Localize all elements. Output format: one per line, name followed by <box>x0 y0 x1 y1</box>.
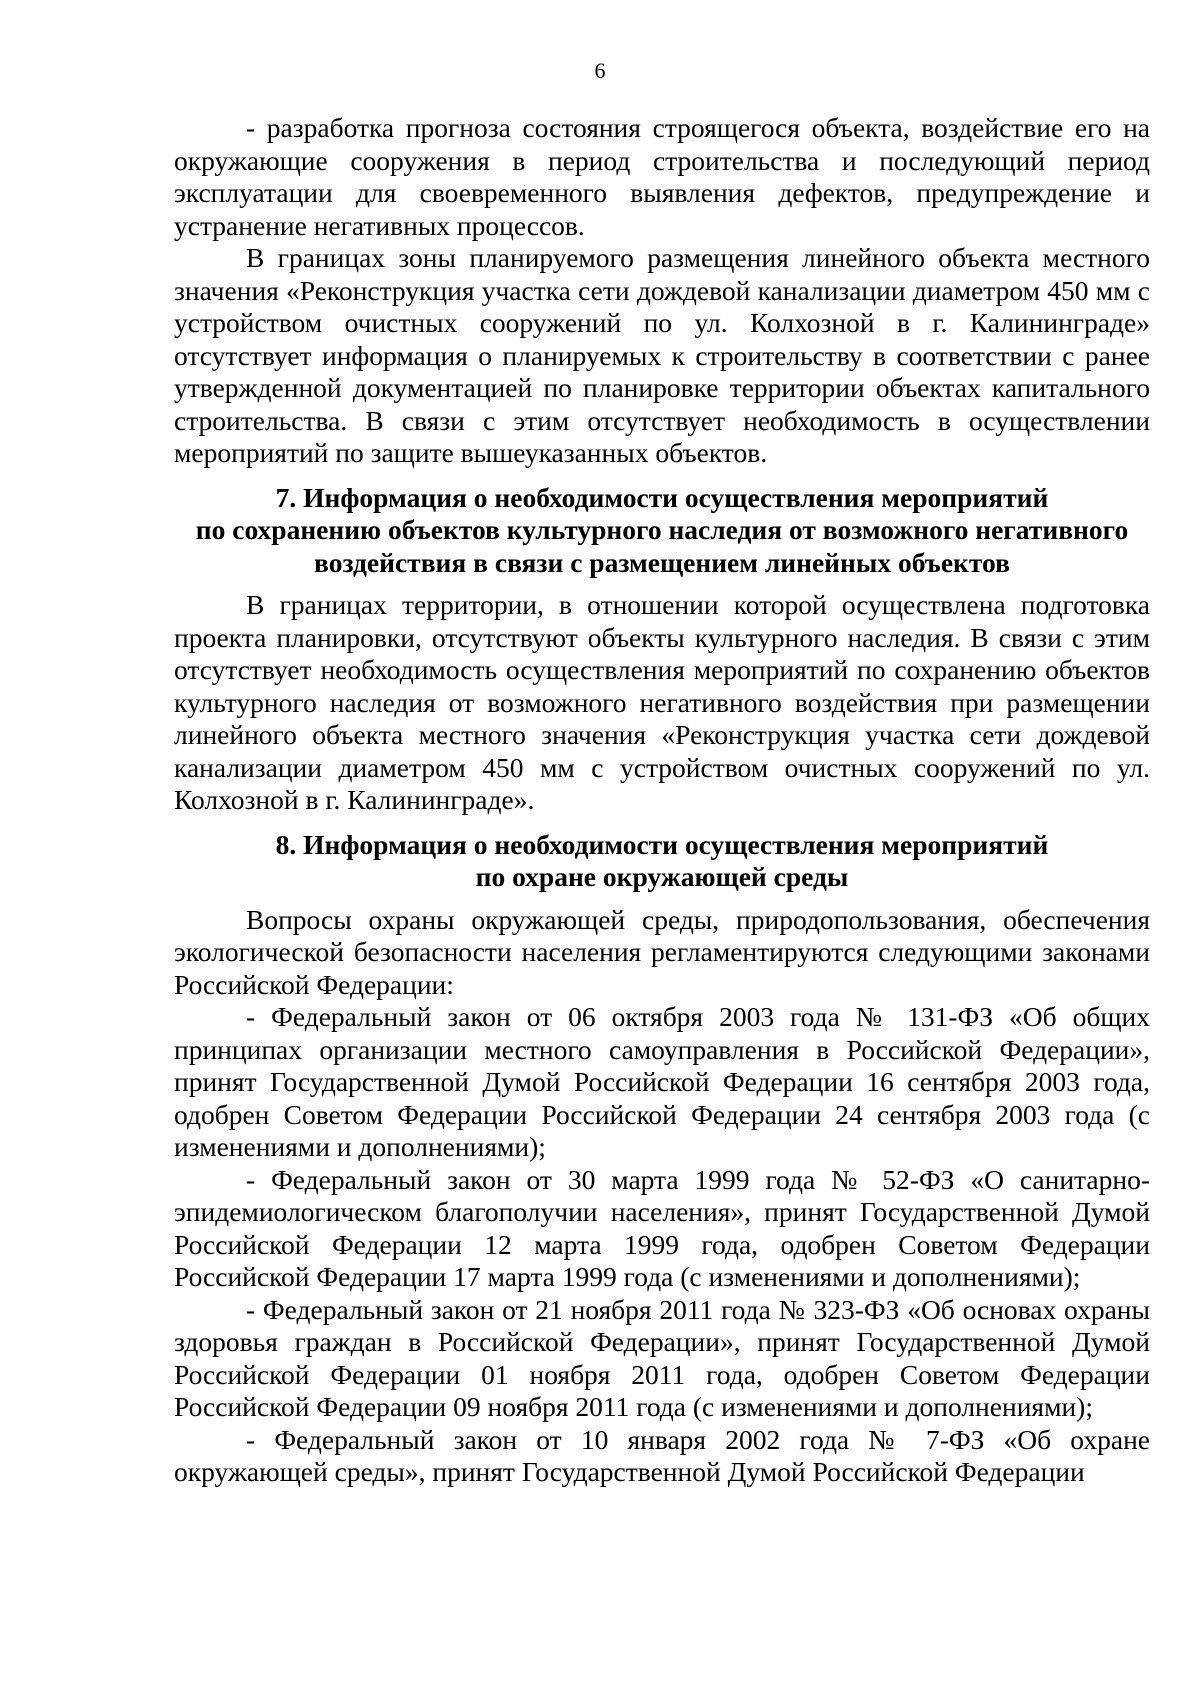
section-7-heading <box>174 470 1150 590</box>
paragraph-cultural-heritage: В границах территории, в отношении которой осуществлена подготовка проекта планировки, отсутствуют объекты культурного наследия. В связи с этим отсутствует необходимость осуществления мероприятий по сохранению объектов культурного наследия от возможного негативного воздействия при размещении линейного объекта местного значения «Реконструкция участка сети дождевой канализации диаметром 450 мм с устройством очистных сооружений по ул. Колхозной в г. Калининграде». <box>174 589 1150 815</box>
section-7-heading-line-2: по сохранению объектов культурного наследия от возможного негативного <box>195 514 1129 545</box>
section-8-heading-line-2: по охране окружающей среды <box>475 861 849 892</box>
list-item-law-131-fz: - Федеральный закон от 06 октября 2003 года № 131-ФЗ «Об общих принципах организации местного самоуправления в Российской Федерации», принят Государственной Думой Российской Федерации 16 сентября 2003 года, одобрен Советом Федерации Российской Федерации 24 сентября 2003 года (с изменениями и дополнениями); <box>174 1001 1150 1162</box>
page-number: 6 <box>594 58 606 83</box>
list-item-law-7-fz: - Федеральный закон от 10 января 2002 года № 7-ФЗ «Об охране окружающей среды», принят Государственной Думой Российской Федерации <box>174 1423 1150 1487</box>
section-7-heading-line-3: воздействия в связи с размещением линейных объектов <box>314 546 1010 578</box>
list-item-law-323-fz: - Федеральный закон от 21 ноября 2011 года № 323-ФЗ «Об основах охраны здоровья граждан в Российской Федерации», принят Государственной Думой Российской Федерации 01 ноября 2011 года, одобрен Советом Федерации Российской Федерации 09 ноября 2011 года (с изменениями и дополнениями); <box>174 1293 1150 1422</box>
document-body <box>174 112 1150 1489</box>
paragraph-environmental-laws-intro: Вопросы охраны окружающей среды, природопользования, обеспечения экологической безопасности населения регламентируются следующими законами Российской Федерации: <box>174 903 1150 1000</box>
list-item-law-52-fz: - Федеральный закон от 30 марта 1999 года № 52-ФЗ «О санитарно-эпидемиологическом благополучии населения», принят Государственной Думой Российской Федерации 12 марта 1999 года, одобрен Советом Федерации Российской Федерации 17 марта 1999 года (с изменениями и дополнениями); <box>174 1163 1150 1292</box>
paragraph-linear-object-zone: В границах зоны планируемого размещения линейного объекта местного значения «Реконструкция участка сети дождевой канализации диаметром 450 мм с устройством очистных сооружений по ул. Колхозной в г. Калининграде» отсутствует информация о планируемых к строительству в соответствии с ранее утвержденной документацией по планировке территории объектах капитального строительства. В связи с этим отсутствует необходимость в осуществлении мероприятий по защите вышеуказанных объектов. <box>174 242 1150 468</box>
section-7-heading-line-1: 7. Информация о необходимости осуществления мероприятий <box>275 481 1049 513</box>
paragraph-forecast-development: - разработка прогноза состояния строящегося объекта, воздействие его на окружающие сооружения в период строительства и последующий период эксплуатации для своевременного выявления дефектов, предупреждение и устранение негативных процессов. <box>174 112 1150 241</box>
section-8-heading-line-1: 8. Информация о необходимости осуществления мероприятий <box>275 828 1049 860</box>
section-8-heading <box>174 817 1150 904</box>
